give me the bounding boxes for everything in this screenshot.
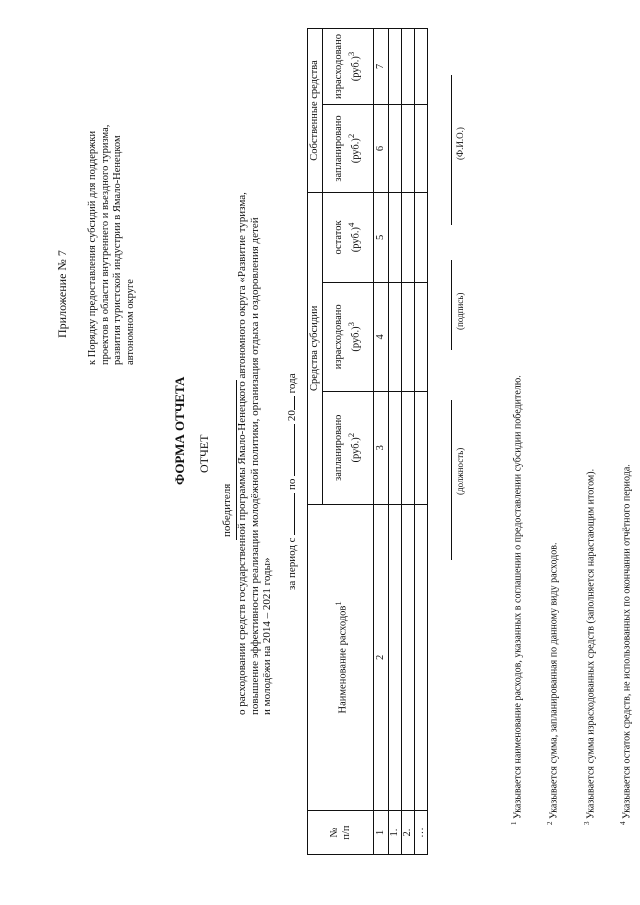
- colnum-4: 4: [374, 282, 389, 391]
- report-table: [307, 28, 428, 855]
- appendix-text: к Порядку предоставления субсидий для поддержки проектов в области внутреннего и въездного туризма, развития туристской индустрии в Ямало-Ненецком автономном округе: [87, 124, 136, 365]
- header-subsidy-planned: запланировано $(руб.)^2$: [323, 391, 374, 504]
- footnote: $^2$ Указывается сумма, запланированная по данному виду расходов.: [546, 542, 560, 825]
- colnum-3: 3: [374, 391, 389, 504]
- form-title: ФОРМА ОТЧЕТА: [172, 376, 187, 485]
- fio-caption: (Ф.И.О.): [455, 127, 465, 160]
- header-subsidy-spent: израсходовано $(руб.)^3$: [323, 282, 374, 391]
- appendix-title: Приложение № 7: [55, 250, 69, 338]
- footnote: $^1$ Указывается наименование расходов, указанных в соглашении о предоставлении субсидии победителю.: [510, 375, 524, 825]
- period-prefix: за период с: [286, 537, 298, 590]
- colnum-1: 1: [374, 811, 389, 855]
- fio-line: [451, 75, 452, 225]
- row-num: 1.: [389, 811, 402, 855]
- period-line: [284, 373, 298, 590]
- footnote: $^3$ Указывается сумма израсходованных средств (заполняется нарастающим итогом).: [582, 468, 596, 825]
- header-expense-name: Наименование расходов$^1$: [308, 504, 374, 810]
- header-subsidy-rest: остаток $(руб.)^4$: [323, 192, 374, 282]
- header-own-planned: запланировано $(руб.)^2$: [323, 105, 374, 193]
- header-num: № п/п: [308, 811, 374, 855]
- row-num: …: [415, 811, 428, 855]
- table-row: [402, 29, 415, 855]
- signature-caption: (подпись): [455, 292, 465, 330]
- purpose-text: о расходовании средств государственной программы Ямало-Ненецкого автономного округа «Развитие туризма, повышение эффективности реализации молодёжной политики, организация отдыха и оздоровления детей и молодёжи на 2014 – 2021 годы»: [236, 192, 273, 715]
- column-number-row: [374, 29, 389, 855]
- row-num: 2.: [402, 811, 415, 855]
- header-own-funds: Собственные средства: [308, 29, 323, 193]
- position-caption: (должность): [455, 447, 465, 495]
- period-year-blank: [284, 396, 295, 410]
- winner-label: победителя: [221, 483, 233, 537]
- period-start-blank: [284, 493, 295, 535]
- footnotes: [487, 375, 640, 825]
- colnum-5: 5: [374, 192, 389, 282]
- header-subsidy-funds: Средства субсидии: [308, 192, 323, 504]
- colnum-2: 2: [374, 504, 389, 810]
- period-suffix: года: [286, 373, 298, 394]
- footnote: $^4$ Указывается остаток средств, не использованных по окончании отчётного периода.: [618, 464, 633, 825]
- report-heading: ОТЧЕТ: [197, 434, 211, 473]
- table-row: [389, 29, 402, 855]
- period-end-blank: [284, 424, 295, 476]
- colnum-6: 6: [374, 105, 389, 193]
- table-row: [415, 29, 428, 855]
- position-line: [451, 400, 452, 560]
- period-year-prefix: 20: [286, 410, 298, 422]
- header-own-spent: израсходовано $(руб.)^3$: [323, 29, 374, 105]
- signature-line: [451, 260, 452, 350]
- colnum-7: 7: [374, 29, 389, 105]
- period-mid: по: [286, 478, 298, 490]
